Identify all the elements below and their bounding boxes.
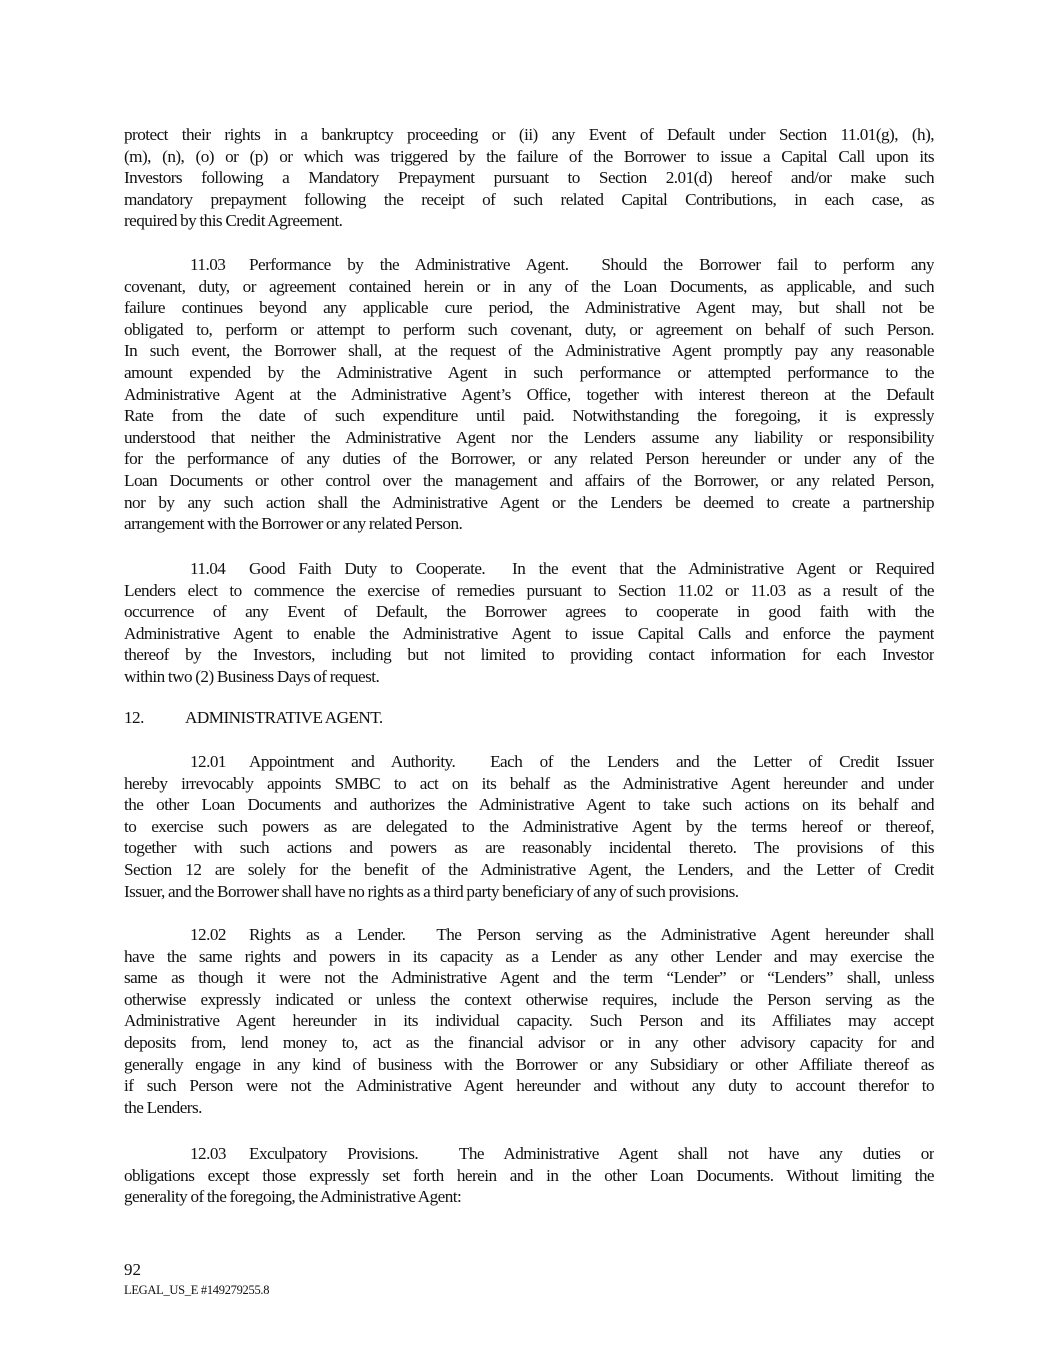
text-line: thereof by the Investors, including but not limited to providing contact information for each Investor	[124, 645, 934, 665]
section-title: Appointment and Authority.	[249, 752, 456, 771]
section-12-02	[124, 924, 934, 1118]
text-line: In such event, the Borrower shall, at the request of the Administrative Agent promptly pay any reasonable	[124, 341, 934, 361]
text-line: otherwise expressly indicated or unless the context otherwise requires, include the Person serving as the	[124, 989, 934, 1009]
text-line: Administrative Agent hereunder in its individual capacity. Such Person and its Affiliates may accept	[124, 1011, 934, 1031]
text-line: Administrative Agent at the Administrative Agent’s Office, together with interest thereon at the Default	[124, 384, 934, 404]
text-line: within two (2) Business Days of request.	[124, 666, 380, 686]
section-first-line	[124, 751, 934, 773]
article-12-heading	[124, 707, 934, 729]
section-first-line	[124, 558, 934, 580]
page-number: 92	[124, 1260, 141, 1279]
section-text: Each of the Lenders and the Letter of Credit Issuer	[490, 752, 934, 771]
article-number: 12.	[124, 708, 144, 727]
text-line: failure continues beyond any applicable cure period, the Administrative Agent may, but shall not be	[124, 298, 934, 318]
section-12-03	[124, 1143, 934, 1208]
text-line: occurrence of any Event of Default, the Borrower agrees to cooperate in good faith with the	[124, 602, 934, 622]
text-line: together with such actions and powers as are reasonably incidental thereto. The provisions of this	[124, 838, 934, 858]
text-line: Section 12 are solely for the benefit of the Administrative Agent, the Lenders, and the Letter of Credit	[124, 859, 934, 879]
text-line: arrangement with the Borrower or any related Person.	[124, 514, 463, 534]
section-number: 12.03	[190, 1144, 226, 1163]
text-line: covenant, duty, or agreement contained herein or in any of the Loan Documents, as applicable, and such	[124, 276, 934, 296]
text-line: Investors following a Mandatory Prepayment pursuant to Section 2.01(d) hereof and/or make such	[124, 168, 934, 188]
section-text: The Administrative Agent shall not have any duties or	[458, 1144, 934, 1163]
text-line: Loan Documents or other control over the management and affairs of the Borrower, or any related Person,	[124, 470, 934, 490]
text-line: protect their rights in a bankruptcy proceeding or (ii) any Event of Default under Section 11.01(g), (h),	[124, 125, 934, 144]
section-12-01	[124, 751, 934, 902]
section-text: Should the Borrower fail to perform any	[601, 255, 934, 274]
text-line: nor by any such action shall the Administrative Agent or the Lenders be deemed to create a partnership	[124, 492, 934, 512]
text-line: obligations except those expressly set forth herein and in the other Loan Documents. Without limiting the	[124, 1165, 934, 1185]
text-line: Administrative Agent to enable the Administrative Agent to issue Capital Calls and enforce the payment	[124, 623, 934, 643]
text-line: amount expended by the Administrative Agent in such performance or attempted performance to the	[124, 362, 934, 382]
text-line: Lenders elect to commence the exercise of remedies pursuant to Section 11.02 or 11.03 as a result of the	[124, 580, 934, 600]
section-first-line	[124, 924, 934, 946]
text-line: understood that neither the Administrative Agent nor the Lenders assume any liability or responsibility	[124, 427, 934, 447]
section-first-line	[124, 254, 934, 276]
text-line: the Lenders.	[124, 1097, 202, 1117]
section-text: In the event that the Administrative Agent or Required	[512, 559, 934, 578]
text-line: to exercise such powers as are delegated to the Administrative Agent by the terms hereof or thereof,	[124, 816, 934, 836]
text-line: the other Loan Documents and authorizes the Administrative Agent to take such actions on its behalf and	[124, 795, 934, 815]
section-title: Rights as a Lender.	[249, 925, 406, 944]
text-line: hereby irrevocably appoints SMBC to act on its behalf as the Administrative Agent hereunder and under	[124, 773, 934, 793]
text-line: mandatory prepayment following the receipt of such related Capital Contributions, in each case, as	[124, 189, 934, 209]
section-number: 11.04	[190, 559, 226, 578]
text-line: deposits from, lend money to, act as the financial advisor or in any other advisory capacity for and	[124, 1032, 934, 1052]
section-first-line	[124, 1143, 934, 1165]
document-id: LEGAL_US_E #149279255.8	[124, 1283, 270, 1297]
section-number: 12.02	[190, 925, 226, 944]
section-number: 11.03	[190, 255, 226, 274]
text-line: generally engage in any kind of business with the Borrower or any Subsidiary or other Affiliate thereof as	[124, 1054, 934, 1074]
text-line: Issuer, and the Borrower shall have no rights as a third party beneficiary of any of such provisions.	[124, 881, 739, 901]
text-line: have the same rights and powers in its capacity as a Lender as any other Lender and may exercise the	[124, 946, 934, 966]
text-line: (m), (n), (o) or (p) or which was triggered by the failure of the Borrower to issue a Capital Call upon its	[124, 146, 934, 166]
text-line: if such Person were not the Administrative Agent hereunder and without any duty to account therefor to	[124, 1076, 934, 1096]
text-line: same as though it were not the Administrative Agent and the term “Lender” or “Lenders” shall, unless	[124, 968, 934, 988]
text-line: Rate from the date of such expenditure until paid. Notwithstanding the foregoing, it is expressly	[124, 406, 934, 426]
section-title: Exculpatory Provisions.	[249, 1144, 419, 1163]
heading-line	[124, 707, 934, 729]
paragraph-continuation	[124, 124, 934, 232]
section-title: Good Faith Duty to Cooperate.	[249, 559, 486, 578]
text-line: required by this Credit Agreement.	[124, 211, 343, 231]
text-line: obligated to, perform or attempt to perform such covenant, duty, or agreement on behalf of such Person.	[124, 319, 934, 339]
section-11-04	[124, 558, 934, 688]
section-11-03	[124, 254, 934, 535]
section-number: 12.01	[190, 752, 226, 771]
section-title: Performance by the Administrative Agent.	[249, 255, 569, 274]
article-title: ADMINISTRATIVE AGENT.	[185, 708, 383, 727]
text-line: for the performance of any duties of the Borrower, or any related Person hereunder or under any of the	[124, 449, 934, 469]
text-line: generality of the foregoing, the Administrative Agent:	[124, 1187, 462, 1207]
section-text: The Person serving as the Administrative Agent hereunder shall	[436, 925, 934, 944]
